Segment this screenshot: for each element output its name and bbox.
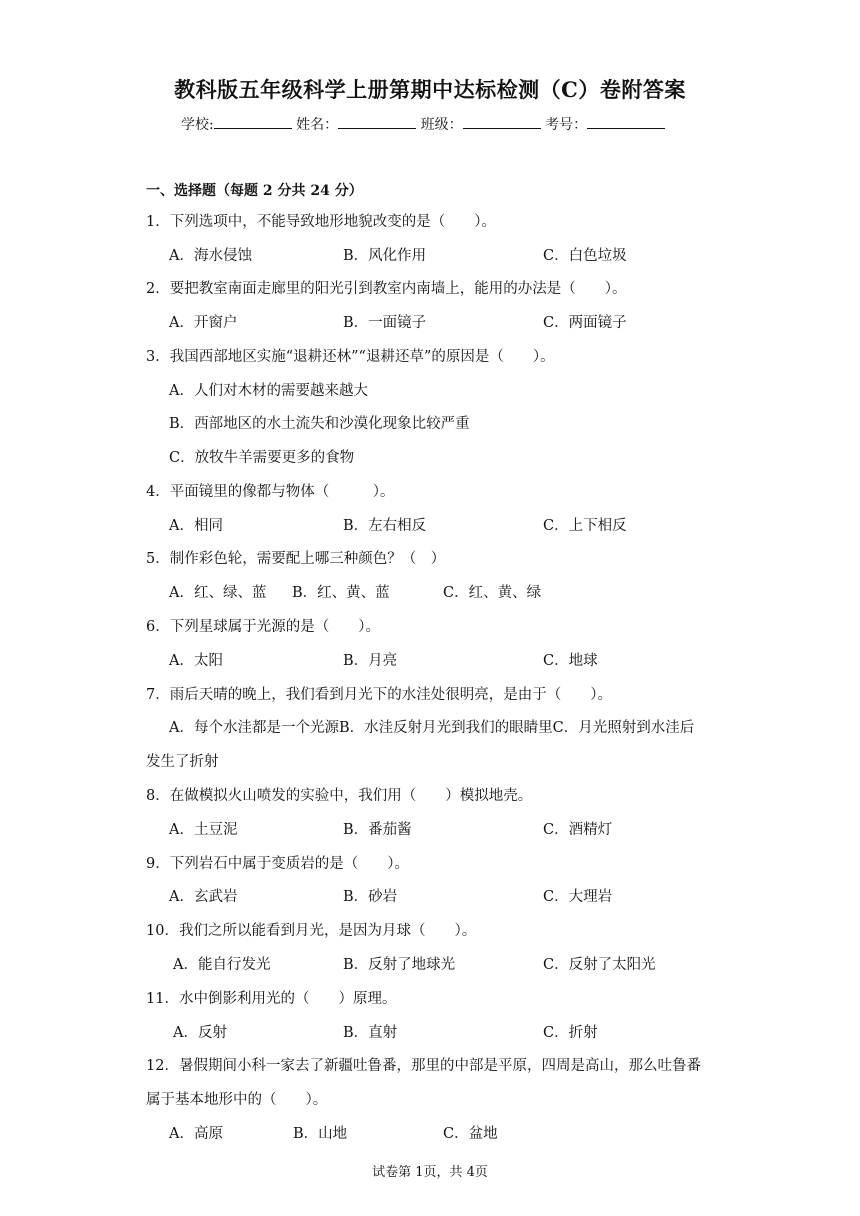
question-5: 5．制作彩色轮，需要配上哪三种颜色？（ ） [146, 551, 446, 567]
school-label: 学校: [181, 117, 214, 133]
school-blank [214, 114, 292, 129]
q1-option-b: B．风化作用 [343, 248, 427, 264]
class-blank [463, 114, 541, 129]
q12-option-a: A．高原 [169, 1126, 223, 1142]
q9-option-a: A．玄武岩 [169, 889, 238, 905]
q8-option-a: A．土豆泥 [169, 822, 238, 838]
question-11: 11．水中倒影利用光的（ ）原理。 [146, 991, 397, 1007]
q2-option-c: C．两面镜子 [543, 315, 627, 331]
exam-no-label: 考号： [545, 117, 588, 133]
question-10: 10．我们之所以能看到月光，是因为月球（ ）。 [146, 923, 477, 939]
q3-option-c: C．放牧牛羊需要更多的食物 [169, 450, 355, 466]
question-8: 8．在做模拟火山喷发的实验中，我们用（ ）模拟地壳。 [146, 788, 533, 804]
question-12-continued: 属于基本地形中的（ ）。 [146, 1092, 328, 1108]
question-12: 12．暑假期间小科一家去了新疆吐鲁番，那里的中部是平原，四周是高山，那么吐鲁番 [146, 1058, 701, 1074]
q7-options-line-2: 发生了折射 [146, 754, 219, 770]
section-heading: 一、选择题（每题 2 分共 24 分） [146, 183, 363, 199]
q10-option-a: A．能自行发光 [173, 957, 271, 973]
q2-option-b: B．一面镜子 [343, 315, 427, 331]
class-label: 班级： [420, 117, 463, 133]
exam-no-blank [587, 114, 665, 129]
question-4: 4．平面镜里的像都与物体（ ）。 [146, 484, 395, 500]
question-7: 7．雨后天晴的晚上，我们看到月光下的水洼处很明亮，是由于（ ）。 [146, 687, 612, 703]
q5-option-b: B．红、黄、蓝 [292, 585, 390, 601]
q3-option-a: A．人们对木材的需要越来越大 [169, 383, 368, 399]
page-title: 教科版五年级科学上册第期中达标检测（C）卷附答案 [174, 77, 686, 102]
q4-option-a: A．相同 [169, 518, 223, 534]
q6-option-c: C．地球 [543, 653, 598, 669]
q1-option-a: A．海水侵蚀 [169, 248, 252, 264]
name-label: 姓名： [296, 117, 339, 133]
question-3: 3．我国西部地区实施“退耕还林”“退耕还草”的原因是（ ）。 [146, 349, 555, 365]
q12-option-c: C．盆地 [443, 1126, 498, 1142]
name-blank [338, 114, 416, 129]
q7-options-line-1: A．每个水洼都是一个光源B．水洼反射月光到我们的眼睛里C．月光照射到水洼后 [169, 720, 695, 736]
student-info-line [181, 114, 665, 134]
q11-option-c: C．折射 [543, 1025, 598, 1041]
q9-option-c: C．大理岩 [543, 889, 613, 905]
page-footer: 试卷第 1页，共 4页 [372, 1165, 488, 1180]
q10-option-b: B．反射了地球光 [343, 957, 456, 973]
q1-option-c: C．白色垃圾 [543, 248, 627, 264]
q2-option-a: A．开窗户 [169, 315, 238, 331]
q11-option-a: A．反射 [173, 1025, 227, 1041]
q9-option-b: B．砂岩 [343, 889, 398, 905]
q8-option-c: C．酒精灯 [543, 822, 613, 838]
question-6: 6．下列星球属于光源的是（ ）。 [146, 619, 380, 635]
q8-option-b: B．番茄酱 [343, 822, 412, 838]
q5-option-a: A．红、绿、蓝 [169, 585, 267, 601]
q6-option-a: A．太阳 [169, 653, 223, 669]
q11-option-b: B．直射 [343, 1025, 398, 1041]
q5-option-c: C．红、黄、绿 [443, 585, 542, 601]
question-2: 2．要把教室南面走廊里的阳光引到教室内南墙上，能用的办法是（ ）。 [146, 281, 627, 297]
q4-option-c: C．上下相反 [543, 518, 627, 534]
q10-option-c: C．反射了太阳光 [543, 957, 656, 973]
question-9: 9．下列岩石中属于变质岩的是（ ）。 [146, 856, 409, 872]
q6-option-b: B．月亮 [343, 653, 398, 669]
question-1: 1．下列选项中，不能导致地形地貌改变的是（ ）。 [146, 214, 496, 230]
q3-option-b: B．西部地区的水土流失和沙漠化现象比较严重 [169, 416, 470, 432]
q12-option-b: B．山地 [293, 1126, 348, 1142]
q4-option-b: B．左右相反 [343, 518, 427, 534]
